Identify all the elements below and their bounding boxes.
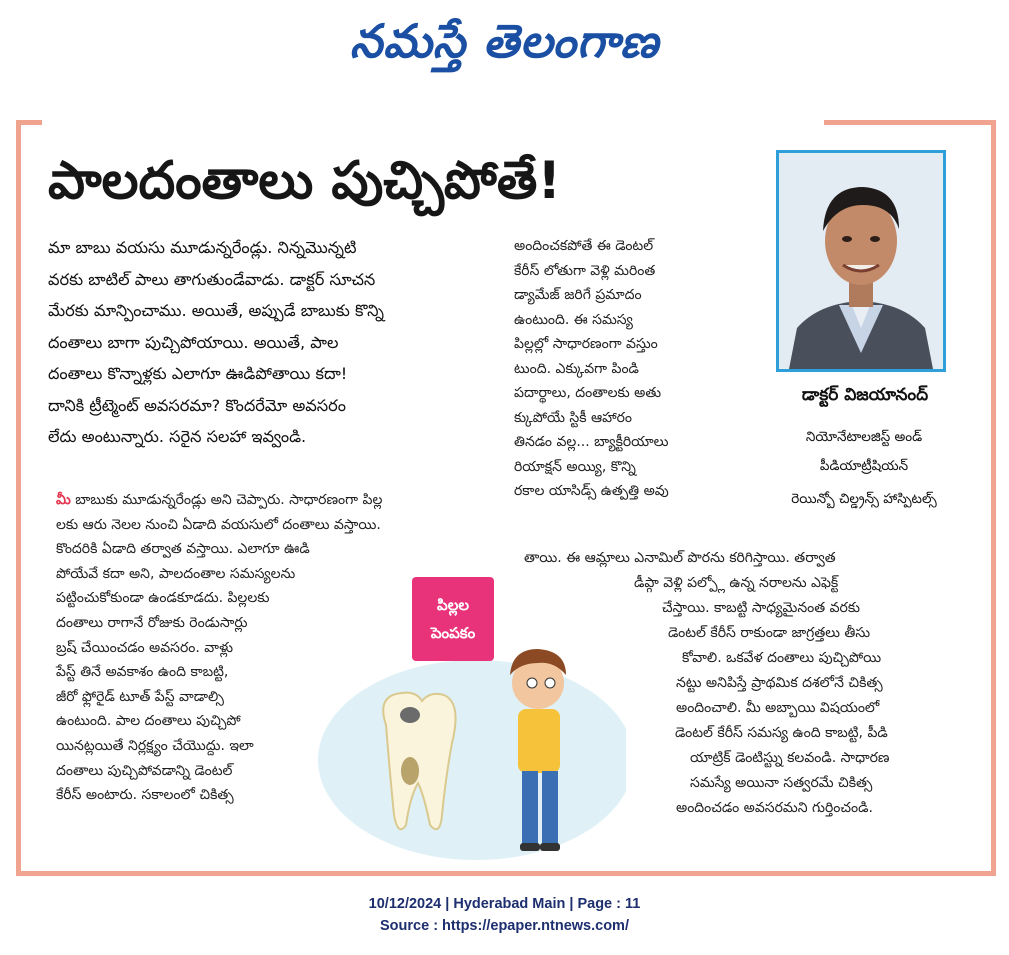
answer-line: పట్టించుకోకుండా ఉండకూడదు. పిల్లలకు bbox=[56, 590, 270, 607]
answer-line: రియాక్షన్ అయ్యి, కొన్ని bbox=[514, 458, 636, 475]
answer-line: పోయేవే కదా అని, పాలదంతాల సమస్యలను bbox=[56, 565, 296, 582]
answer-line: యినట్లయితే నిర్లక్ష్యం చేయొద్దు. ఇలా bbox=[56, 737, 254, 754]
answer-line: అందించాలి. మీ అబ్బాయి విషయంలో bbox=[676, 700, 880, 716]
answer-line: దంతాలు పుచ్చిపోవడాన్ని డెంటల్ bbox=[56, 762, 233, 779]
answer-line-text: బాబుకు మూడున్నరేండ్లు అని చెప్పారు. సాధారణంగా పిల్ల bbox=[70, 492, 383, 508]
question-line: దానికి ట్రీట్మెంట్ అవసరమా? కొందరేమో అవసరం bbox=[48, 395, 346, 415]
answer-line: నట్టు అనిపిస్తే ప్రాథమిక దశలోనే చికిత్స bbox=[676, 675, 883, 691]
answer-line: కేరీస్ అంటారు. సకాలంలో చికిత్స bbox=[56, 787, 234, 804]
question-line: దంతాలు బాగా పుచ్చిపోయాయి. అయితే, పాల bbox=[48, 332, 339, 352]
frame-border-top-left bbox=[16, 120, 42, 125]
answer-line: టుంది. ఎక్కువగా పిండి bbox=[514, 360, 639, 377]
answer-line: ఉంటుంది. పాల దంతాలు పుచ్చిపో bbox=[56, 713, 241, 730]
answer-line: బ్రష్ చేయించడం అవసరం. వాళ్లు bbox=[56, 639, 234, 656]
answer-line: డ్యామేజ్ జరిగే ప్రమాదం bbox=[514, 287, 642, 303]
article-headline: పాలదంతాలు పుచ్చిపోతే! bbox=[48, 151, 562, 211]
frame-border-right bbox=[991, 120, 996, 876]
answer-dropcap: మీ bbox=[56, 492, 71, 508]
answer-line: జీరో ఫ్లోరైడ్ టూత్ పేస్ట్ వాడాల్సి bbox=[56, 688, 224, 705]
answer-line: చేస్తాయి. కాబట్టి సాధ్యమైనంత వరకు bbox=[662, 600, 860, 616]
answer-line bbox=[56, 488, 518, 513]
doctor-portrait-image bbox=[779, 153, 943, 369]
question-line: దంతాలు కొన్నాళ్లకు ఎలాగూ ఊడిపోతాయి కదా! bbox=[48, 364, 348, 383]
answer-line: సమస్యే అయినా సత్వరమే చికిత్స bbox=[690, 775, 873, 791]
answer-line: తినడం వల్ల... బ్యాక్టీరియాలు bbox=[514, 434, 669, 450]
doctor-name: డాక్టర్ విజయానంద్ bbox=[801, 385, 929, 405]
footer-source: Source : https://epaper.ntnews.com/ bbox=[380, 918, 629, 934]
answer-line: అందించకపోతే ఈ డెంటల్ bbox=[514, 238, 654, 254]
question-line: మా బాబు వయసు మూడున్నరేండ్లు. నిన్నమొన్నటి bbox=[48, 238, 357, 257]
page-footer bbox=[0, 893, 1009, 937]
answer-line: పిల్లల్లో సాధారణంగా వస్తుం bbox=[514, 336, 658, 352]
answer-line: డీప్గా వెళ్లి పల్ప్లో ఉన్న నరాలను ఎఫెక్ట్ bbox=[634, 575, 839, 591]
doctor-photo bbox=[776, 150, 946, 372]
section-tag bbox=[412, 577, 494, 661]
answer-line: క్కుపోయే స్టికీ ఆహారం bbox=[514, 409, 633, 426]
newspaper-masthead bbox=[0, 6, 1009, 76]
frame-border-left bbox=[16, 120, 21, 876]
question-line: లేదు అంటున్నారు. సరైన సలహా ఇవ్వండి. bbox=[48, 427, 307, 446]
answer-line: పేస్ట్ తినే అవకాశం ఉంది కాబట్టి, bbox=[56, 664, 229, 681]
frame-border-bottom bbox=[16, 871, 996, 876]
doctor-designation-3: రెయిన్బో చిల్డ్రన్స్ హాస్పిటల్స్ bbox=[791, 491, 937, 507]
answer-line: యాట్రిక్ డెంటిస్ట్ను కలవండి. సాధారణ bbox=[690, 750, 890, 766]
answer-line: ఉంటుంది. ఈ సమస్య bbox=[514, 311, 633, 328]
answer-line: రకాల యాసిడ్స్ ఉత్పత్తి అవు bbox=[514, 483, 669, 499]
reader-question bbox=[48, 232, 510, 482]
answer-line: కొందరికి ఏడాది తర్వాత వస్తాయి. ఎలాగూ ఊడి bbox=[56, 541, 310, 558]
answer-line: కోవాలి. ఒకవేళ దంతాలు పుచ్చిపోయి bbox=[682, 650, 882, 666]
answer-line: అందించడం అవసరమని గుర్తించండి. bbox=[676, 800, 873, 816]
doctor-designation-2: పీడియాట్రీషియన్ bbox=[819, 458, 909, 474]
answer-line: తాయి. ఈ ఆమ్లాలు ఎనామిల్ పొరను కరిగిస్తాయి. తర్వాత bbox=[524, 550, 836, 566]
frame-border-top-right bbox=[824, 120, 996, 125]
answer-line: డెంటల్ కేరీస్ రాకుండా జాగ్రత్తలు తీసు bbox=[668, 625, 871, 641]
doctor-designation-1: నియోనేటాలజిస్ట్ అండ్ bbox=[805, 429, 923, 445]
answer-line: పదార్థాలు, దంతాలకు అతు bbox=[514, 385, 662, 401]
section-tag-line-1: పిల్లల bbox=[437, 596, 469, 614]
answer-line: కేరీస్ లోతుగా వెళ్లి మరింత bbox=[514, 262, 656, 279]
section-tag-line-2: పెంపకం bbox=[430, 624, 476, 642]
question-line: వరకు బాటిల్ పాలు తాగుతుండేవాడు. డాక్టర్ సూచన bbox=[48, 269, 376, 289]
answer-line: డెంటల్ కేరీస్ సమస్య ఉంది కాబట్టి, పీడి bbox=[675, 725, 888, 741]
answer-column-middle bbox=[514, 234, 744, 504]
answer-line: లకు ఆరు నెలల నుంచి ఏడాది వయసులో దంతాలు వస్తాయి. bbox=[56, 516, 381, 533]
footer-date-edition: 10/12/2024 | Hyderabad Main | Page : 11 bbox=[368, 896, 641, 912]
masthead-title: నమస్తే తెలంగాణ bbox=[349, 14, 660, 68]
answer-line: దంతాలు రాగానే రోజుకు రెండుసార్లు bbox=[56, 614, 248, 631]
question-line: మేరకు మాన్పించాము. అయితే, అప్పుడే బాబుకు కొన్ని bbox=[48, 301, 384, 320]
